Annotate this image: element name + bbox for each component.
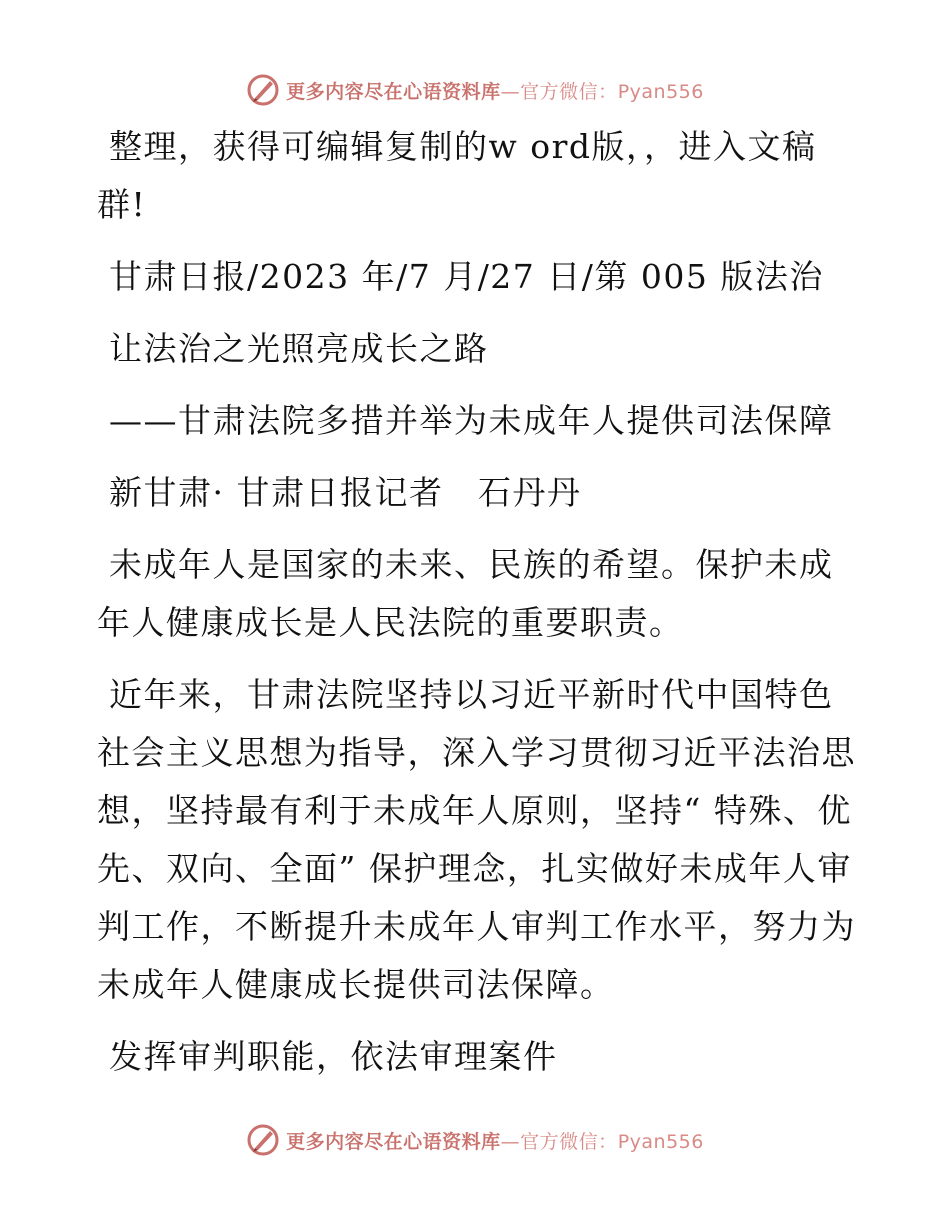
watermark-text (286, 77, 704, 104)
source-line: 甘肃日报/2023 年/7 月/27 日/第 005 版法治 (109, 257, 824, 296)
headline: 让法治之光照亮成长之路 (109, 329, 489, 368)
paragraph-1: 未成年人是国家的未来、民族的希望。保护未成年人健康成长是人民法院的重要职责。 (97, 545, 834, 642)
watermark-text (286, 1127, 704, 1154)
quill-seal-icon (246, 1123, 280, 1157)
watermark-handle: Pyan556 (617, 80, 704, 103)
watermark-official-label: 官方微信： (520, 80, 618, 103)
intro-line: 整理，获得可编辑复制的w ord版，，进入文稿群! (97, 127, 817, 224)
quill-seal-icon (246, 73, 280, 107)
watermark-brand: 更多内容尽在心语资料库 (286, 1130, 501, 1153)
watermark-brand: 更多内容尽在心语资料库 (286, 80, 501, 103)
watermark-handle: Pyan556 (617, 1130, 704, 1153)
document-body (97, 118, 857, 1086)
section-heading: 发挥审判职能，依法审理案件 (109, 1037, 558, 1076)
watermark-official-label: 官方微信： (520, 1130, 618, 1153)
byline: 新甘肃· 甘肃日报记者 石丹丹 (109, 473, 582, 512)
subheadline: ——甘肃法院多措并举为未成年人提供司法保障 (109, 401, 834, 440)
paragraph-2: 近年来，甘肃法院坚持以习近平新时代中国特色社会主义思想为指导，深入学习贯彻习近平法治思想，坚持最有利于未成年人原则，坚持“ 特殊、优先、双向、全面” 保护理念，扎实做好未成年人审判工作，不断提升未成年人审判工作水平，努力为未成年人健康成长提供司法保障。 (97, 675, 856, 1004)
watermark-header (0, 70, 950, 110)
watermark-footer (0, 1120, 950, 1160)
watermark-separator: — (500, 1130, 521, 1153)
watermark-separator: — (500, 80, 521, 103)
